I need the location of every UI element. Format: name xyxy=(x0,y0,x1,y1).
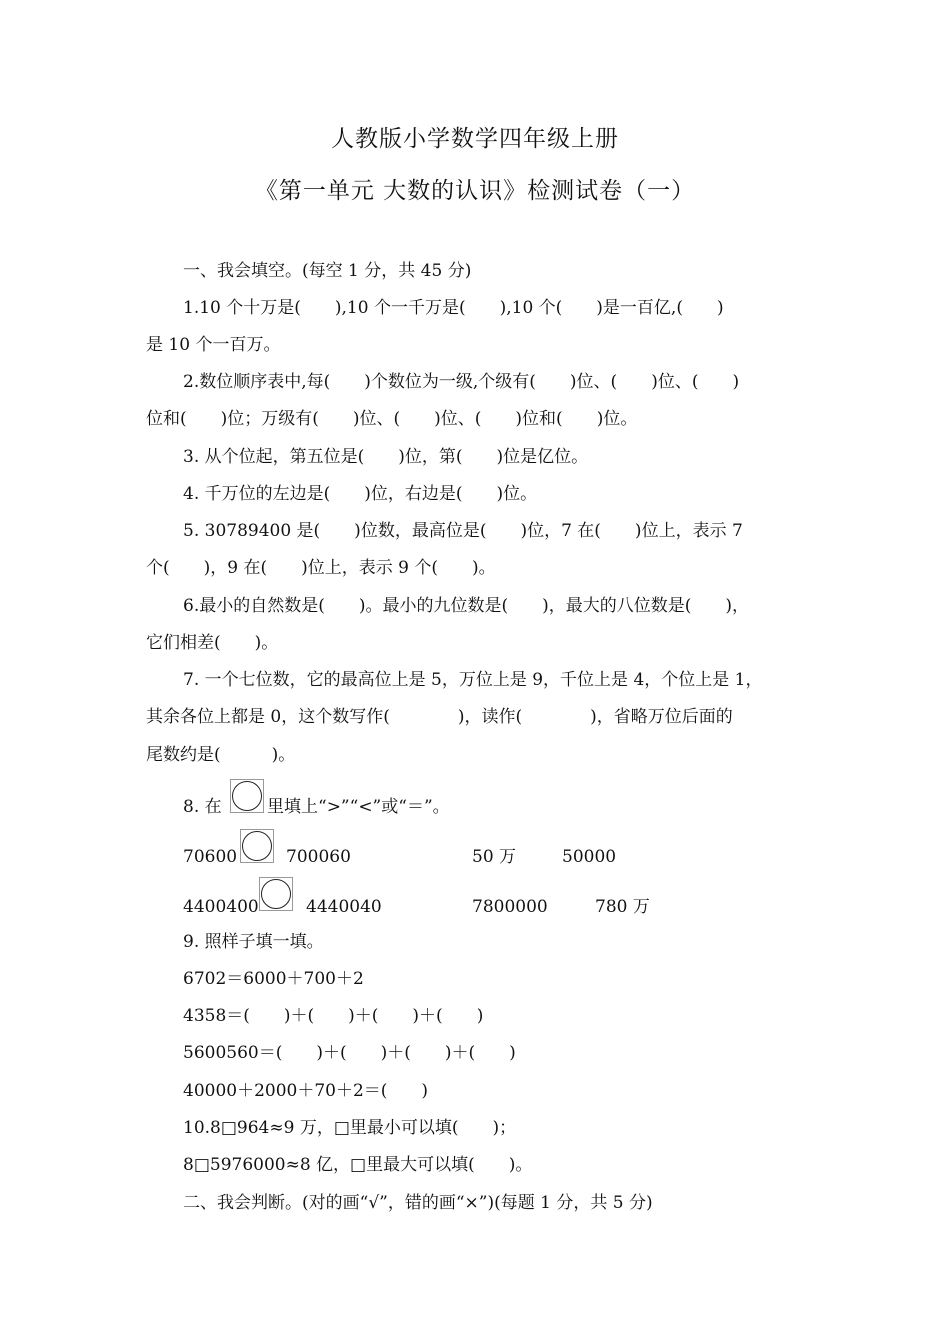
document-title: 人教版小学数学四年级上册 xyxy=(331,126,619,152)
document-subtitle: 《第一单元 大数的认识》检测试卷（一） xyxy=(254,178,696,204)
question-2-line-1: 2.数位顺序表中,每( )个数位为一级,个级有( )位、( )位、( ) xyxy=(183,372,740,392)
question-8-prefix: 8. 在 xyxy=(183,797,222,817)
question-5-line-2: 个( )，9 在( )位上，表示 9 个( )。 xyxy=(146,558,496,578)
answer-circle-icon[interactable] xyxy=(259,877,293,911)
section-2-heading: 二、我会判断。(对的画“√”，错的画“×”)(每题 1 分，共 5 分) xyxy=(183,1193,653,1213)
question-7-line-2: 其余各位上都是 0，这个数写作( )，读作( )，省略万位后面的 xyxy=(146,707,733,727)
compare-3-right: 4440040 xyxy=(306,897,382,917)
question-9-item-2: 5600560＝( )＋( )＋( )＋( ) xyxy=(183,1043,516,1063)
question-5-line-1: 5. 30789400 是( )位数，最高位是( )位，7 在( )位上，表示 7 xyxy=(183,521,743,541)
compare-2-left: 50 万 xyxy=(472,847,517,867)
question-8-suffix: 里填上“>”“<”或“＝”。 xyxy=(267,797,450,817)
question-2-line-2: 位和( )位；万级有( )位、( )位、( )位和( )位。 xyxy=(146,409,638,429)
answer-circle-icon xyxy=(230,779,264,813)
question-9-heading: 9. 照样子填一填。 xyxy=(183,932,324,952)
compare-2-right: 50000 xyxy=(562,847,617,867)
answer-circle-icon[interactable] xyxy=(240,829,274,863)
question-10-line-2: 8□5976000≈8 亿，□里最大可以填( )。 xyxy=(183,1155,533,1175)
question-1-line-2: 是 10 个一百万。 xyxy=(146,335,281,355)
question-3: 3. 从个位起，第五位是( )位，第( )位是亿位。 xyxy=(183,447,589,467)
question-7-line-1: 7. 一个七位数，它的最高位上是 5，万位上是 9，千位上是 4，个位上是 1， xyxy=(183,670,763,690)
question-9-item-3: 40000＋2000＋70＋2＝( ) xyxy=(183,1081,429,1101)
compare-1-right: 700060 xyxy=(286,847,351,867)
compare-3-left: 4400400 xyxy=(183,897,259,917)
question-10-line-1: 10.8□964≈9 万，□里最小可以填( )； xyxy=(183,1118,517,1138)
question-1-line-1: 1.10 个十万是( ),10 个一千万是( ),10 个( )是一百亿,( ) xyxy=(183,298,724,318)
compare-4-left: 7800000 xyxy=(472,897,548,917)
compare-1-left: 70600 xyxy=(183,847,238,867)
question-9-example: 6702＝6000＋700＋2 xyxy=(183,969,364,989)
question-6-line-1: 6.最小的自然数是( )。最小的九位数是( )，最大的八位数是( )， xyxy=(183,596,750,616)
question-9-item-1: 4358＝( )＋( )＋( )＋( ) xyxy=(183,1006,484,1026)
question-7-line-3: 尾数约是( )。 xyxy=(146,745,296,765)
compare-4-right: 780 万 xyxy=(595,897,650,917)
question-6-line-2: 它们相差( )。 xyxy=(146,633,279,653)
question-4: 4. 千万位的左边是( )位，右边是( )位。 xyxy=(183,484,538,504)
section-1-heading: 一、我会填空。(每空 1 分，共 45 分) xyxy=(183,261,472,281)
